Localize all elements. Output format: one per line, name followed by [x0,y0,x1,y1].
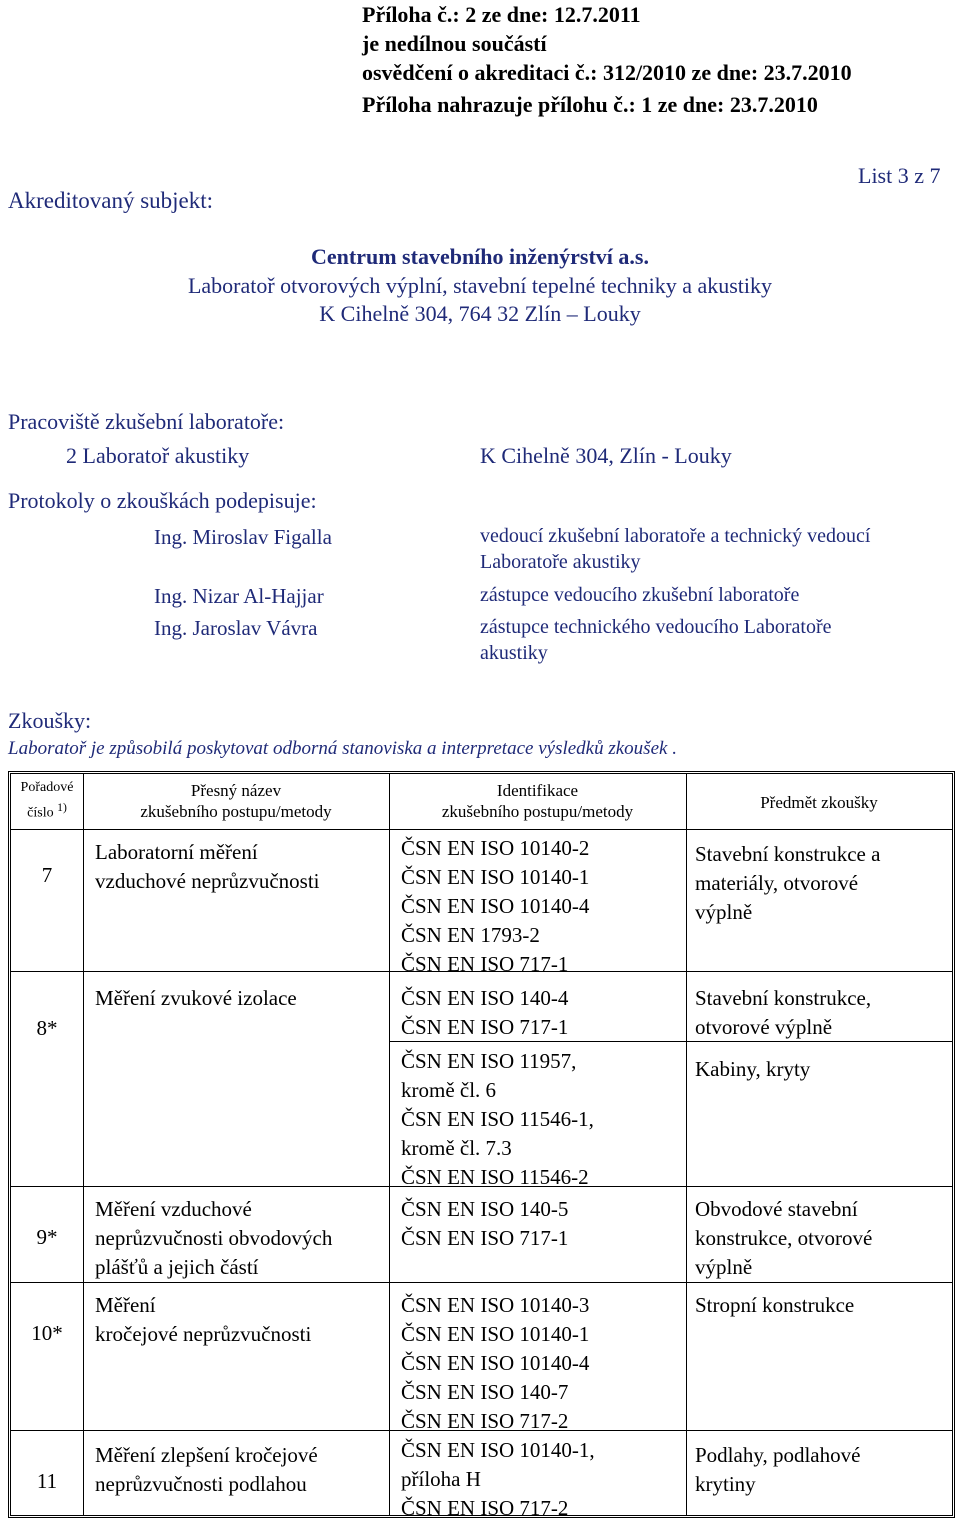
method-ident: ČSN EN ISO 140-4 ČSN EN ISO 717-1 [401,986,569,1039]
test-subject: Stavební konstrukce, otvorové výplně [695,986,872,1039]
test-subject: Kabiny, kryty [695,1057,811,1081]
replaces-attachment: Příloha nahrazuje přílohu č.: 1 ze dne: 23.7.2010 [362,92,818,117]
signer-name: Ing. Jaroslav Vávra [154,616,318,640]
row-number: 7 [41,863,53,887]
row-number: 10* [31,1321,63,1345]
workplace-name: 2 Laboratoř akustiky [66,443,250,468]
row-divider [11,1282,952,1283]
workplace-address: K Cihelně 304, Zlín - Louky [480,443,732,468]
row-number: 11 [36,1469,58,1493]
method-ident: ČSN EN ISO 10140-1, příloha H ČSN EN ISO 717-2 [401,1438,595,1520]
signer-name: Ing. Nizar Al-Hajjar [154,584,324,608]
organization-department: Laboratoř otvorových výplní, stavební tepelné techniky a akustiky [187,273,773,298]
column-divider [83,774,84,1515]
attachment-statement: je nedílnou součástí [362,31,547,56]
method-name: Měření vzduchové neprůzvučnosti obvodových plášťů a jejich částí [95,1197,333,1279]
column-divider [389,774,390,1515]
row-number: 8* [36,1016,58,1040]
signer-role: vedoucí zkušební laboratoře a technický vedoucí [480,525,871,547]
signer-name: Ing. Miroslav Figalla [154,525,332,549]
test-subject: Obvodové stavební konstrukce, otvorové výplně [695,1197,873,1279]
organization-address: K Cihelně 304, 764 32 Zlín – Louky [319,301,641,326]
header-order: Pořadové číslo $^{1)}$ [20,780,74,821]
workplace-label: Pracoviště zkušební laboratoře: [8,409,285,434]
header-method-name: Přesný název zkušebního postupu/metody [140,781,332,821]
tests-label: Zkoušky: [8,708,92,733]
signer-role: akustiky [480,642,548,664]
method-ident: ČSN EN ISO 11957, kromě čl. 6 ČSN EN ISO 11546-1, kromě čl. 7.3 ČSN EN ISO 11546-2 [401,1049,594,1189]
method-ident: ČSN EN ISO 10140-3 ČSN EN ISO 10140-1 ČSN EN ISO 10140-4 ČSN EN ISO 140-7 ČSN EN ISO 717-2 [401,1293,590,1433]
sheet-number: List 3 z 7 [858,163,941,188]
row-number: 9* [36,1225,58,1249]
accredited-subject-label: Akreditovaný subjekt: [8,188,214,213]
header-divider [11,829,952,830]
header-method-ident: Identifikace zkušebního postupu/metody [441,781,634,821]
method-ident: ČSN EN ISO 140-5 ČSN EN ISO 717-1 [401,1197,569,1250]
accreditation-certificate: osvědčení o akreditaci č.: 312/2010 ze dne: 23.7.2010 [362,60,852,85]
tests-table [8,771,955,1518]
tests-note: Laboratoř je způsobilá poskytovat odborná stanoviska a interpretace výsledků zkoušek . [8,738,677,759]
test-subject: Stropní konstrukce [695,1293,855,1317]
method-name: Laboratorní měření vzduchové neprůzvučnosti [95,840,320,893]
method-name: Měření zlepšení kročejové neprůzvučnosti podlahou [95,1443,318,1496]
organization-name: Centrum stavebního inženýrství a.s. [311,244,649,269]
method-ident: ČSN EN ISO 10140-2 ČSN EN ISO 10140-1 ČSN EN ISO 10140-4 ČSN EN 1793-2 ČSN EN ISO 717-1 [401,836,590,976]
signer-role: zástupce vedoucího zkušební laboratoře [480,584,800,606]
header-subject: Předmět zkoušky [760,793,878,812]
signers-label: Protokoly o zkouškách podepisuje: [8,488,317,513]
column-divider [686,774,687,1515]
test-subject: Stavební konstrukce a materiály, otvorové výplně [695,842,881,924]
test-subject: Podlahy, podlahové krytiny [695,1443,861,1496]
signer-role: Laboratoře akustiky [480,551,641,573]
method-name: Měření kročejové neprůzvučnosti [95,1293,312,1346]
method-name: Měření zvukové izolace [95,986,297,1010]
signer-role: zástupce technického vedoucího Laboratoře [480,616,832,638]
attachment-number: Příloha č.: 2 ze dne: 12.7.2011 [362,2,641,27]
